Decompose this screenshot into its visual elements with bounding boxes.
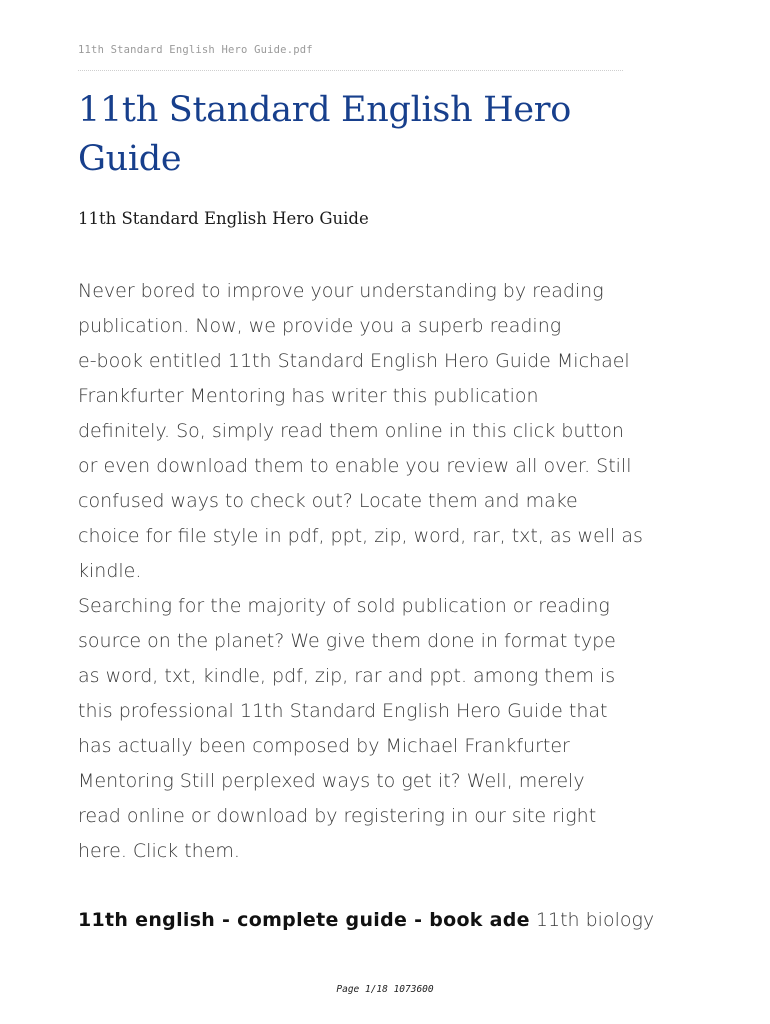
body-line: kindle. xyxy=(78,560,142,582)
title-line-1: 11th Standard English Hero xyxy=(78,90,572,130)
body-line: definitely. So, simply read them online in this click button xyxy=(78,420,624,442)
body-line: Searching for the majority of sold publication or reading xyxy=(78,595,610,617)
body-line: or even download them to enable you review all over. Still xyxy=(78,455,632,477)
header-divider xyxy=(78,70,623,71)
body-line: as word, txt, kindle, pdf, zip, rar and ppt. among them is xyxy=(78,665,616,687)
body-line: choice for file style in pdf, ppt, zip, word, rar, txt, as well as xyxy=(78,525,643,547)
body-line: Never bored to improve your understanding by reading xyxy=(78,280,604,302)
body-line: e-book entitled 11th Standard English Hero Guide Michael xyxy=(78,350,630,372)
body-line: confused ways to check out? Locate them and make xyxy=(78,490,578,512)
document-title xyxy=(78,86,678,184)
body-line: Mentoring Still perplexed ways to get it? Well, merely xyxy=(78,770,585,792)
body-line: this professional 11th Standard English Hero Guide that xyxy=(78,700,608,722)
section-continuation: 11th biology xyxy=(529,909,655,931)
section-heading: 11th english - complete guide - book ade xyxy=(78,909,530,931)
body-line: publication. Now, we provide you a superb reading xyxy=(78,315,562,337)
body-line: source on the planet? We give them done in format type xyxy=(78,630,616,652)
document-subtitle: 11th Standard English Hero Guide xyxy=(78,209,369,228)
section-heading-line xyxy=(78,903,654,938)
body-line: read online or download by registering in our site right xyxy=(78,805,597,827)
body-line: here. Click them. xyxy=(78,840,240,862)
body-paragraph xyxy=(78,274,718,869)
body-line: has actually been composed by Michael Frankfurter xyxy=(78,735,570,757)
body-line: Frankfurter Mentoring has writer this publication xyxy=(78,385,539,407)
title-line-2: Guide xyxy=(78,139,182,179)
header-file-name: 11th Standard English Hero Guide.pdf xyxy=(78,44,313,56)
page-number: Page 1/18 1073600 xyxy=(336,984,434,995)
